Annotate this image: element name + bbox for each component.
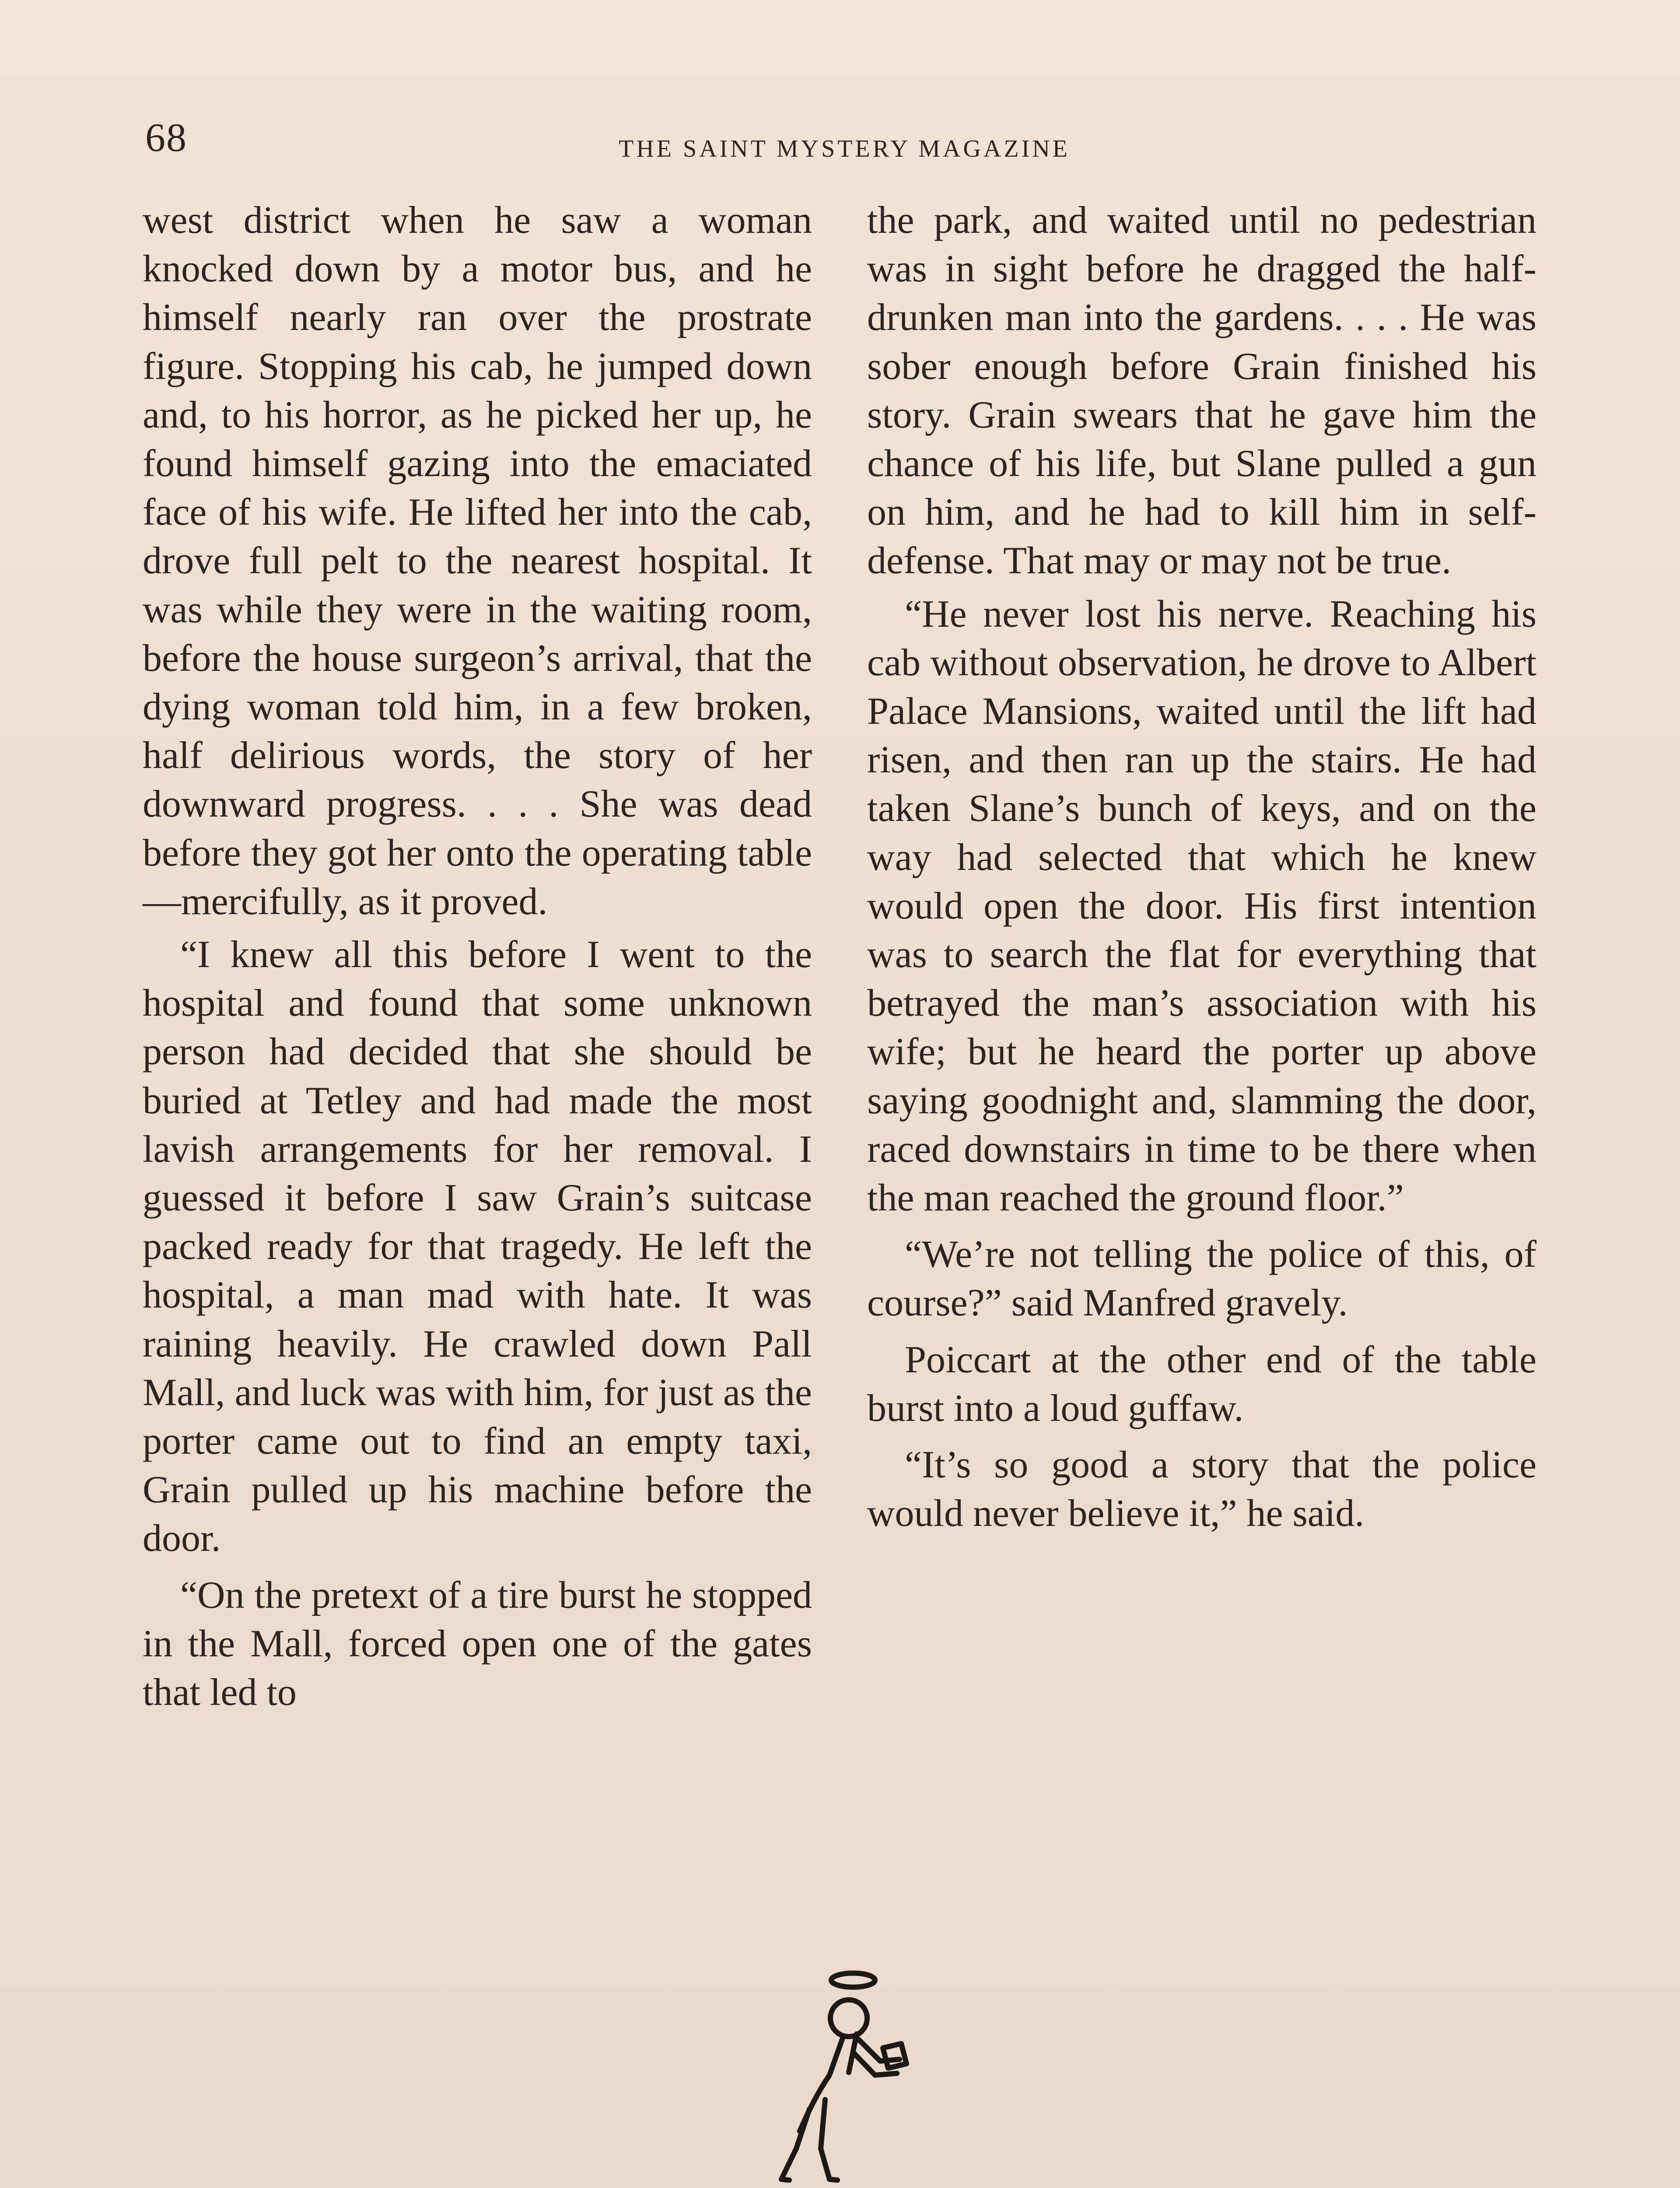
paragraph: west district when he saw a woman knocked down by a motor bus, and he himself nearly ran over the prostrate figure. Stopping his cab, he jumped down and, to his horror, as he picked her up, he found himself gazing into the emaciated face of his wife. He lifted her into the cab, drove full pelt to the nearest hospital. It was while they were in the waiting room, before the house surgeon’s arrival, that the dying woman told him, in a few broken, half delirious words, the story of her downward progress. . . . She was dead before they got her onto the operating table—mercifully, as it proved. [143,199,812,923]
paragraph: “He never lost his nerve. Reaching his cab without observation, he drove to Albert Palace Mansions, waited until the lift had risen, and then ran up the stairs. He had taken Slane’s bunch of keys, and on the way had selected that which he knew would open the door. His first intention was to search the flat for everything that betrayed the man’s association with his wife; but he heard the porter up above saying goodnight and, slamming the door, raced downstairs in time to be there when the man reached the ground floor.” [867,593,1536,1220]
paragraph: “I knew all this before I went to the hospital and found that some unknown person had decided that she should be buried at Tetley and had made the most lavish arrangements for her removal. I guessed it before I saw Grain’s suitcase packed ready for that tragedy. He left the hospital, a man mad with hate. It was raining heavily. He crawled down Pall Mall, and luck was with him, for just as the porter came out to find an empty taxi, Grain pulled up his machine before the door. [143,933,812,1560]
running-head: THE SAINT MYSTERY MAGAZINE [619,135,1070,162]
paragraph: “We’re not telling the police of this, of course?” said Manfred gravely. [867,1233,1536,1325]
paragraph: “On the pretext of a tire burst he stopped in the Mall, forced open one of the gates that led to [143,1574,812,1714]
saint-stick-figure-icon [744,1960,936,2188]
paragraph: “It’s so good a story that the police would never believe it,” he said. [867,1444,1536,1535]
right-column [867,196,1536,1538]
paragraph: Poiccart at the other end of the table burst into a loud guffaw. [867,1338,1536,1430]
paragraph: the park, and waited until no pedestrian was in sight before he dragged the half-drunken man into the gardens. . . . He was sober enough before Grain finished his story. Grain swears that he gave him the chance of his life, but Slane pulled a gun on him, and he had to kill him in self-defense. That may or may not be true. [867,199,1536,582]
page-number: 68 [145,115,187,160]
left-column [143,196,812,1717]
